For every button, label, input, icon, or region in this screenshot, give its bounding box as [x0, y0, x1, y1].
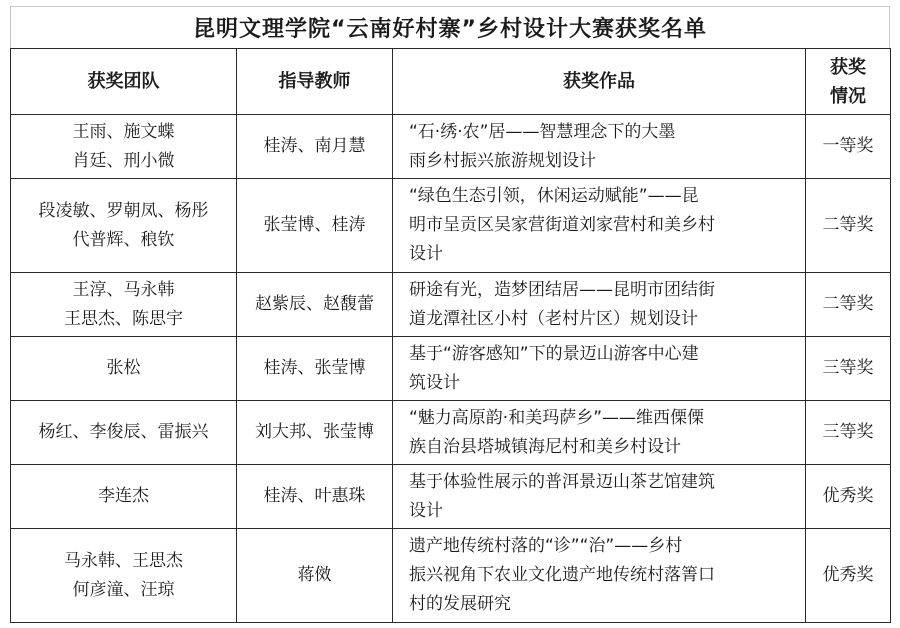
team-cell [11, 337, 237, 401]
work-cell [393, 273, 806, 337]
table-header-row [11, 49, 891, 115]
work-line: 基于“游客感知”下的景迈山游客中心建 [409, 343, 699, 364]
teacher-cell: 桂涛、南月慧 [237, 115, 393, 179]
team-line: 王淳、马永韩 [72, 279, 175, 300]
table-row [11, 465, 891, 529]
work-line: 族自治县塔城镇海尼村和美乡村设计 [409, 436, 681, 457]
team-line: 张松 [106, 358, 141, 378]
team-line: 王思杰、陈思宇 [64, 308, 183, 329]
team-line: 何彦潼、汪琼 [72, 579, 175, 600]
header-work: 获奖作品 [393, 49, 806, 115]
work-line: “魅力高原韵·和美玛萨乡”——维西傈傈 [409, 407, 705, 428]
work-line: 筑设计 [409, 372, 460, 393]
work-line: “绿色生态引领，休闲运动赋能”——昆 [409, 186, 699, 206]
result-cell: 三等奖 [806, 337, 891, 401]
work-cell [393, 115, 806, 179]
table-row [11, 401, 891, 465]
header-result-line: 获奖 [830, 56, 866, 78]
work-line: 研途有光，造梦团结居——昆明市团结街 [409, 279, 715, 300]
team-line: 王雨、施文蝶 [72, 121, 175, 142]
work-line: 雨乡村振兴旅游规划设计 [409, 150, 596, 171]
work-cell [393, 179, 806, 273]
result-cell: 一等奖 [806, 115, 891, 179]
team-cell [11, 401, 237, 465]
table-row [11, 115, 891, 179]
work-line: 村的发展研究 [409, 594, 511, 614]
team-line: 马永韩、王思杰 [64, 550, 183, 571]
header-team: 获奖团队 [11, 49, 237, 115]
work-cell [393, 401, 806, 465]
teacher-cell: 赵紫辰、赵馥蕾 [237, 273, 393, 337]
teacher-cell: 张莹博、桂涛 [237, 179, 393, 273]
result-cell: 优秀奖 [806, 529, 891, 623]
result-cell: 二等奖 [806, 179, 891, 273]
work-line: “石·绣·农”居——智慧理念下的大墨 [409, 121, 676, 142]
work-line: 振兴视角下农业文化遗产地传统村落箐口 [409, 565, 715, 585]
team-line: 杨红、李俊辰、雷振兴 [38, 422, 209, 442]
teacher-cell: 蒋傚 [237, 529, 393, 623]
document-title: 昆明文理学院“云南好村寨”乡村设计大赛获奖名单 [10, 6, 890, 48]
work-line: 遗产地传统村落的“诊”“治”——乡村 [409, 536, 683, 556]
work-line: 设计 [409, 500, 443, 521]
header-result-line: 情况 [830, 85, 866, 107]
result-cell: 优秀奖 [806, 465, 891, 529]
table-row [11, 179, 891, 273]
team-cell [11, 115, 237, 179]
work-cell [393, 337, 806, 401]
work-cell [393, 529, 806, 623]
table-row [11, 337, 891, 401]
team-cell [11, 179, 237, 273]
work-line: 设计 [409, 244, 443, 264]
work-line: 道龙潭社区小村（老村片区）规划设计 [409, 308, 698, 329]
teacher-cell: 桂涛、叶惠珠 [237, 465, 393, 529]
team-line: 代普辉、稂钦 [72, 229, 175, 250]
team-cell [11, 529, 237, 623]
table-row [11, 529, 891, 623]
team-line: 肖廷、刑小微 [72, 150, 175, 171]
team-cell [11, 273, 237, 337]
header-teacher: 指导教师 [237, 49, 393, 115]
work-line: 明市呈贡区吴家营街道刘家营村和美乡村 [409, 215, 715, 235]
work-cell [393, 465, 806, 529]
teacher-cell: 桂涛、张莹博 [237, 337, 393, 401]
team-line: 李连杰 [98, 486, 149, 506]
teacher-cell: 刘大邦、张莹博 [237, 401, 393, 465]
team-cell [11, 465, 237, 529]
team-line: 段凌敏、罗朝凤、杨彤 [38, 200, 209, 221]
table-row [11, 273, 891, 337]
work-line: 基于体验性展示的普洱景迈山茶艺馆建筑 [409, 471, 715, 492]
result-cell: 二等奖 [806, 273, 891, 337]
header-result [806, 49, 891, 115]
result-cell: 三等奖 [806, 401, 891, 465]
awards-table [10, 48, 891, 623]
